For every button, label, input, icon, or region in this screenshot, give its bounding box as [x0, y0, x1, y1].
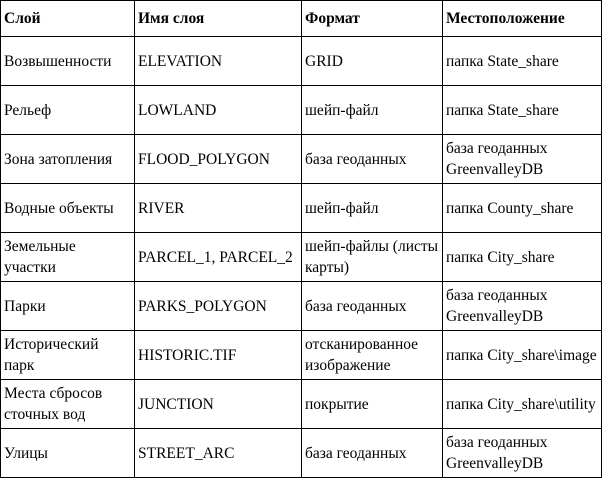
cell-layer: Возвышенности	[1, 37, 135, 86]
cell-format: база геоданных	[302, 135, 443, 184]
cell-layer: Исторический парк	[1, 331, 135, 380]
cell-layer-name: HISTORIC.TIF	[135, 331, 302, 380]
cell-layer-name: FLOOD_POLYGON	[135, 135, 302, 184]
header-format: Формат	[302, 1, 443, 37]
cell-location: папка City_share\image	[443, 331, 602, 380]
cell-format: база геоданных	[302, 429, 443, 478]
table-row	[1, 37, 602, 86]
cell-layer: Рельеф	[1, 86, 135, 135]
cell-layer: Водные объекты	[1, 184, 135, 233]
header-layer: Слой	[1, 1, 135, 37]
cell-format: база геоданных	[302, 282, 443, 331]
table-row	[1, 331, 602, 380]
cell-layer: Места сбросов сточных вод	[1, 380, 135, 429]
table-row	[1, 233, 602, 282]
cell-format: шейп-файл	[302, 86, 443, 135]
cell-layer-name: STREET_ARC	[135, 429, 302, 478]
cell-layer: Парки	[1, 282, 135, 331]
cell-format: отсканированное изображение	[302, 331, 443, 380]
cell-layer-name: JUNCTION	[135, 380, 302, 429]
cell-location: папка City_share	[443, 233, 602, 282]
cell-layer-name: PARCEL_1, PARCEL_2	[135, 233, 302, 282]
cell-location: база геоданных GreenvalleyDB	[443, 282, 602, 331]
cell-location: папка City_share\utility	[443, 380, 602, 429]
cell-layer-name: ELEVATION	[135, 37, 302, 86]
table-row	[1, 184, 602, 233]
cell-layer: Улицы	[1, 429, 135, 478]
cell-layer-name: LOWLAND	[135, 86, 302, 135]
table-row	[1, 380, 602, 429]
table-row	[1, 135, 602, 184]
table-row	[1, 86, 602, 135]
cell-location: база геоданных GreenvalleyDB	[443, 429, 602, 478]
cell-layer-name: PARKS_POLYGON	[135, 282, 302, 331]
cell-format: покрытие	[302, 380, 443, 429]
cell-location: папка County_share	[443, 184, 602, 233]
header-row	[1, 1, 602, 37]
cell-layer-name: RIVER	[135, 184, 302, 233]
cell-format: GRID	[302, 37, 443, 86]
cell-format: шейп-файлы (листы карты)	[302, 233, 443, 282]
cell-format: шейп-файл	[302, 184, 443, 233]
cell-location: папка State_share	[443, 86, 602, 135]
table-row	[1, 429, 602, 478]
header-location: Местоположение	[443, 1, 602, 37]
header-layer-name: Имя слоя	[135, 1, 302, 37]
cell-layer: Земельные участки	[1, 233, 135, 282]
cell-location: папка State_share	[443, 37, 602, 86]
table-row	[1, 282, 602, 331]
cell-location: база геоданных GreenvalleyDB	[443, 135, 602, 184]
cell-layer: Зона затопления	[1, 135, 135, 184]
